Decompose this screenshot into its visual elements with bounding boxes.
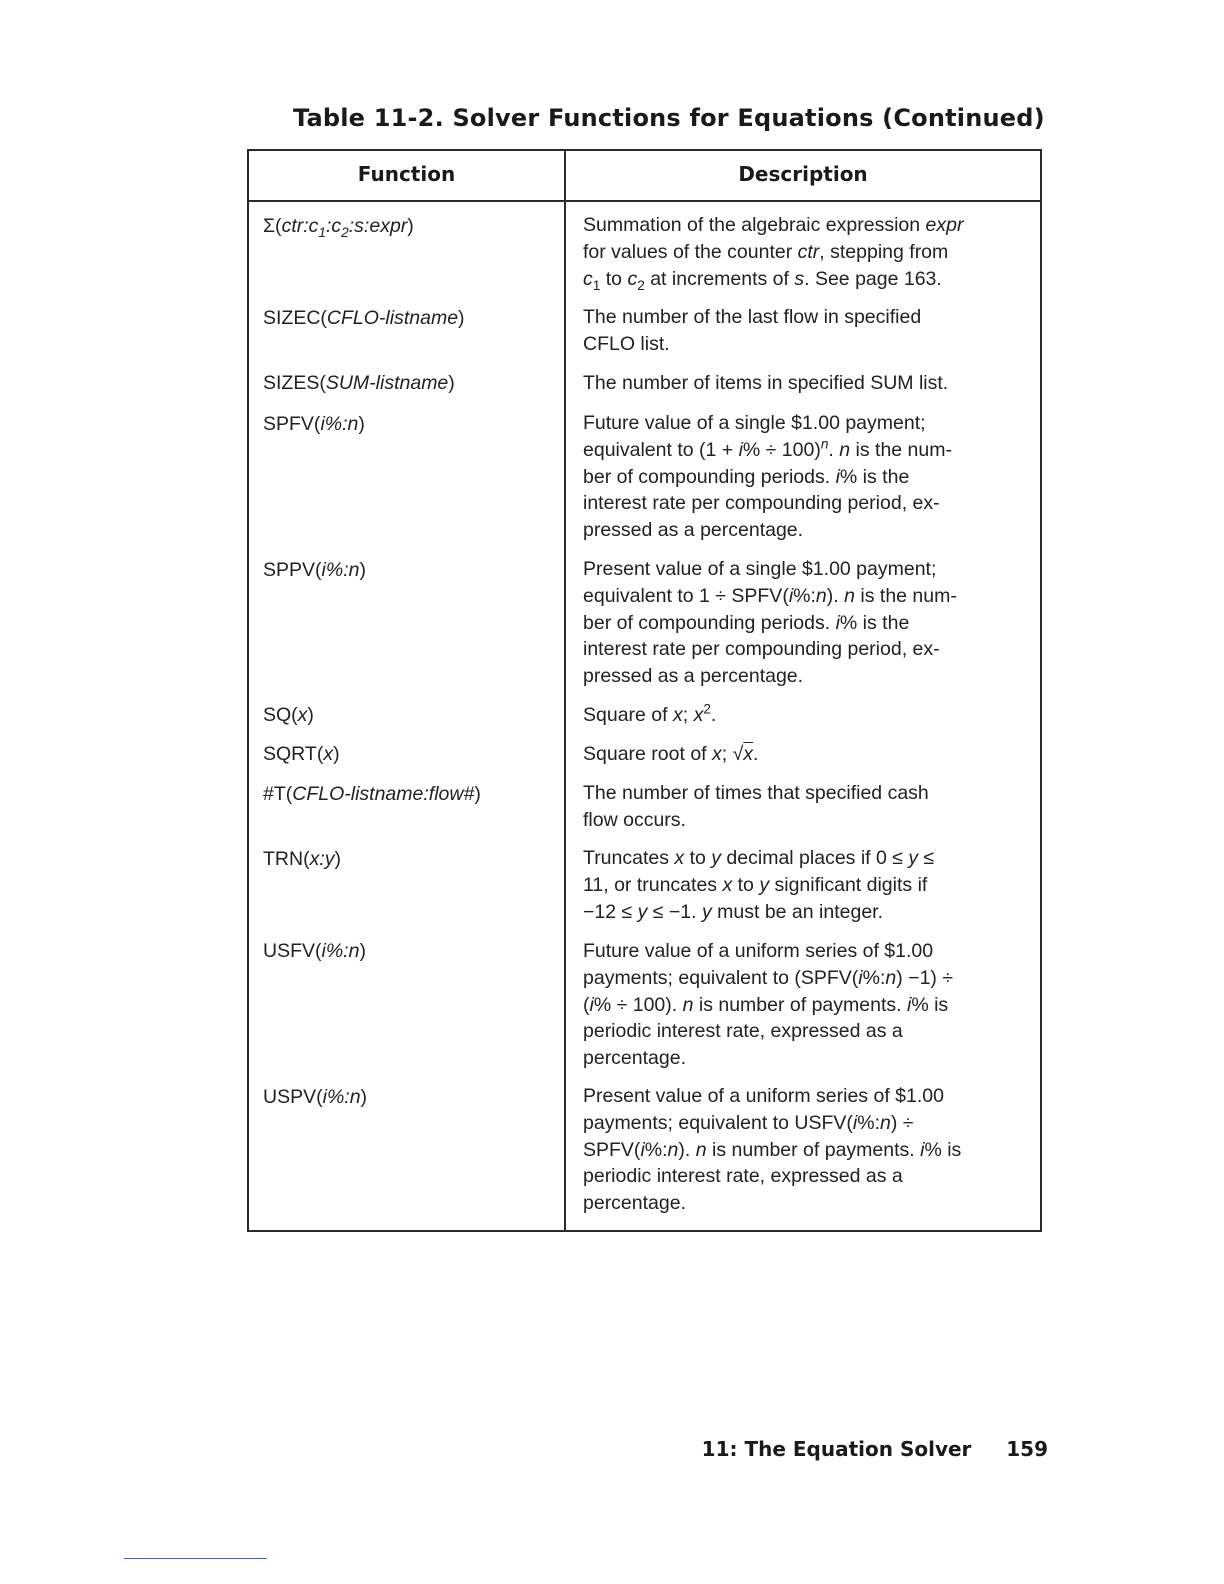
- description-line: pressed as a percentage.: [583, 519, 804, 542]
- description-line: The number of times that specified cash: [583, 782, 929, 804]
- description-cell: [583, 702, 1030, 729]
- description-cell: [583, 1083, 1030, 1217]
- description-cell: [583, 741, 1030, 768]
- header-divider: [247, 200, 1042, 202]
- description-line: Present value of a single $1.00 payment;: [583, 558, 937, 580]
- description-line: periodic interest rate, expressed as a: [583, 1165, 903, 1188]
- description-line: interest rate per compounding period, ex-: [583, 492, 940, 515]
- description-line: The number of items in specified SUM list.: [583, 372, 949, 394]
- description-cell: [583, 410, 1030, 544]
- description-line: Square root of x; √x.: [583, 743, 759, 765]
- description-cell: [583, 780, 1030, 834]
- function-cell: USFV(i%:n): [263, 940, 366, 962]
- description-line: Square of x; $x^2$.: [583, 701, 717, 726]
- function-cell: SIZES(SUM-listname): [263, 372, 455, 394]
- page-footer: [600, 1437, 1048, 1461]
- scan-mark-line: [124, 1558, 267, 1559]
- description-line: Future value of a single $1.00 payment;: [583, 412, 926, 434]
- description-line: Summation of the algebraic expression expr: [583, 214, 964, 236]
- footer-chapter: 11: The Equation Solver: [701, 1437, 972, 1461]
- description-line: The number of the last flow in specified: [583, 306, 922, 328]
- description-line: flow occurs.: [583, 808, 686, 831]
- description-line: ber of compounding periods. i% is the: [583, 611, 910, 634]
- description-line: periodic interest rate, expressed as a: [583, 1020, 903, 1043]
- description-line: interest rate per compounding period, ex-: [583, 638, 940, 661]
- description-line: SPFV(i%:n). n is number of payments. i% is: [583, 1138, 962, 1161]
- description-line: (i% ÷ 100). n is number of payments. i% is: [583, 993, 949, 1016]
- function-cell: SIZEC(CFLO-listname): [263, 307, 465, 329]
- description-line: CFLO list.: [583, 332, 670, 355]
- description-cell: [583, 556, 1030, 690]
- column-header-function: Function: [357, 162, 456, 186]
- description-line: 11, or truncates x to y significant digits if: [583, 873, 928, 896]
- table-title: Table 11-2. Solver Functions for Equations (Continued): [293, 104, 1045, 132]
- function-cell: SQ(x): [263, 704, 314, 726]
- function-cell: #T(CFLO-listname:flow#): [263, 783, 481, 805]
- function-cell: TRN(x:y): [263, 848, 341, 870]
- description-line: Future value of a uniform series of $1.00: [583, 940, 934, 962]
- page-number: 159: [1006, 1437, 1048, 1461]
- column-divider: [564, 149, 566, 1232]
- column-header-description: Description: [738, 162, 868, 186]
- description-line: Present value of a uniform series of $1.00: [583, 1085, 944, 1107]
- description-cell: [583, 938, 1030, 1072]
- description-line: Truncates x to y decimal places if 0 ≤ y ≤: [583, 847, 935, 869]
- function-cell: $\Sigma(ctr:c_1:c_2:s:\exp r)$: [263, 215, 414, 240]
- description-line: percentage.: [583, 1192, 686, 1215]
- function-cell: SPPV(i%:n): [263, 559, 366, 581]
- description-line: ber of compounding periods. i% is the: [583, 465, 910, 488]
- description-cell: [583, 212, 1030, 292]
- description-line: equivalent to 1 ÷ SPFV(i%:n). n is the num-: [583, 584, 957, 607]
- description-line: payments; equivalent to (SPFV(i%:n) −1) ÷: [583, 966, 954, 989]
- description-line: −12 ≤ y ≤ −1. y must be an integer.: [583, 900, 884, 923]
- function-cell: SPFV(i%:n): [263, 413, 365, 435]
- description-cell: [583, 370, 1030, 397]
- description-line: for values of the counter ctr, stepping from: [583, 240, 949, 263]
- description-line: pressed as a percentage.: [583, 665, 804, 688]
- description-line: equivalent to $(1 + i\% \div 100)^n$. n is the num-: [583, 436, 952, 461]
- function-cell: SQRT(x): [263, 743, 340, 765]
- function-cell: USPV(i%:n): [263, 1086, 368, 1108]
- description-cell: [583, 845, 1030, 925]
- description-line: percentage.: [583, 1047, 686, 1070]
- description-cell: [583, 304, 1030, 358]
- description-line: $c_1$ to $c_2$ at increments of s. See page 163.: [583, 267, 942, 293]
- description-line: payments; equivalent to USFV(i%:n) ÷: [583, 1111, 914, 1134]
